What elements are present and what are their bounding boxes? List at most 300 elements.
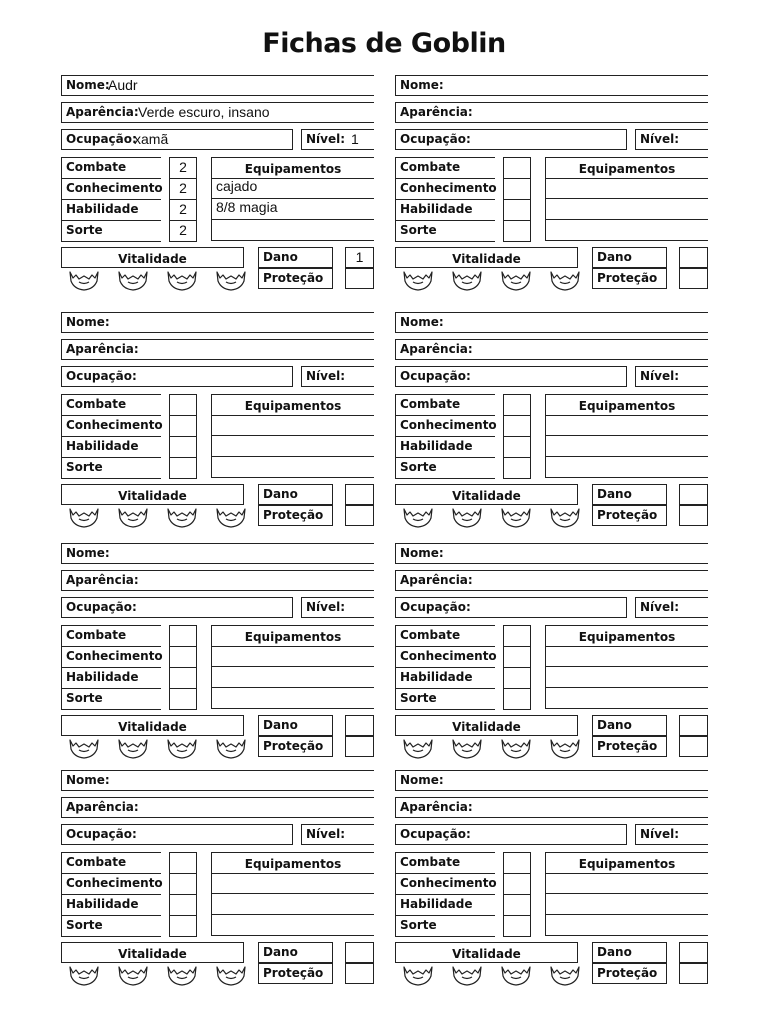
appearance-row[interactable] [395, 102, 708, 123]
damage-value-box[interactable] [679, 715, 708, 736]
goblin-beard-icon[interactable] [401, 964, 435, 986]
goblin-beard-icon[interactable] [548, 964, 582, 986]
field-label: Dano [263, 718, 298, 732]
field-label: Aparência: [400, 105, 473, 119]
equipment-line[interactable] [545, 415, 708, 436]
luck-value-box[interactable] [169, 457, 197, 479]
equipment-line[interactable] [211, 667, 374, 688]
field-label: Nível: [640, 132, 680, 146]
vitality-header [395, 942, 578, 963]
page-title: Fichas de Goblin [262, 28, 506, 59]
combat-value-box[interactable] [503, 394, 531, 416]
field-label: Nome: [400, 773, 444, 787]
field-label: Habilidade [400, 670, 473, 684]
protection-label-box [258, 963, 333, 984]
combat-value[interactable]: 2 [179, 159, 187, 175]
level-field[interactable] [635, 129, 708, 150]
equipment-line[interactable] [211, 873, 374, 894]
combat-value-box[interactable] [169, 394, 197, 416]
occupation-field[interactable] [395, 824, 627, 845]
field-label: Ocupação: [400, 132, 471, 146]
field-label: Dano [263, 250, 298, 264]
field-label: Nível: [306, 827, 346, 841]
damage-value-box[interactable] [679, 247, 708, 268]
combat-stat-label [395, 157, 495, 179]
protection-label-box [258, 736, 333, 757]
vitality-header [395, 247, 578, 268]
skill-stat-label [61, 667, 161, 689]
field-label: Combate [400, 855, 461, 869]
combat-stat-label [61, 394, 161, 416]
knowledge-value-box[interactable] [503, 415, 531, 437]
equipment-line[interactable] [545, 915, 708, 936]
field-label: Combate [66, 855, 127, 869]
level-field[interactable] [301, 366, 374, 387]
knowledge-stat-label [61, 415, 161, 437]
goblin-sheet [395, 75, 708, 303]
luck-value-box[interactable] [503, 457, 531, 479]
damage-label-box [258, 942, 333, 963]
equipment-line[interactable] [211, 415, 374, 436]
luck-value-box[interactable] [503, 220, 531, 242]
damage-label-box [258, 484, 333, 505]
skill-value-box[interactable] [169, 894, 197, 916]
protection-label-box [592, 963, 667, 984]
field-label: Sorte [400, 691, 437, 705]
equipment-line[interactable] [211, 915, 374, 936]
name-row[interactable] [61, 543, 374, 564]
skill-stat-label [395, 894, 495, 916]
equipment-line[interactable] [545, 178, 708, 199]
appearance-row[interactable] [61, 102, 374, 123]
field-label: Combate [66, 397, 127, 411]
goblin-beard-icon[interactable] [214, 737, 248, 759]
field-label: Sorte [400, 918, 437, 932]
field-label: Ocupação: [400, 600, 471, 614]
field-label: Combate [66, 160, 127, 174]
equipment-header [545, 852, 708, 874]
luck-stat-label [61, 457, 161, 479]
combat-value-box[interactable] [503, 625, 531, 647]
equipment-line[interactable] [545, 220, 708, 241]
level-field[interactable] [301, 129, 374, 150]
equipment-header [211, 394, 374, 416]
skill-value-box[interactable] [503, 199, 531, 221]
knowledge-stat-label [395, 873, 495, 895]
name-row[interactable] [61, 312, 374, 333]
name-value[interactable]: Audr [108, 77, 138, 93]
field-label: Habilidade [66, 897, 139, 911]
damage-label-box [592, 715, 667, 736]
field-label: Sorte [66, 918, 103, 932]
field-label: Proteção [597, 966, 658, 980]
protection-label-box [592, 736, 667, 757]
field-label: Nome: [66, 773, 110, 787]
equipment-line[interactable] [211, 178, 374, 199]
field-label: Habilidade [400, 897, 473, 911]
field-label: Habilidade [66, 670, 139, 684]
knowledge-value-box[interactable] [503, 873, 531, 895]
level-field[interactable] [635, 824, 708, 845]
occupation-value[interactable]: xamã [134, 131, 169, 147]
damage-value-box[interactable] [345, 942, 374, 963]
field-label: Aparência: [400, 573, 473, 587]
protection-value-box[interactable] [679, 268, 708, 289]
equipment-title: Equipamentos [578, 162, 676, 176]
goblin-beard-icon[interactable] [67, 737, 101, 759]
equipment-header [211, 625, 374, 647]
equipment-line[interactable] [545, 688, 708, 709]
goblin-beard-icon[interactable] [548, 737, 582, 759]
protection-label-box [592, 268, 667, 289]
occupation-field[interactable] [395, 129, 627, 150]
field-label: Conhecimento [400, 181, 497, 195]
damage-value-box[interactable] [345, 484, 374, 505]
goblin-beard-icon[interactable] [499, 269, 533, 291]
field-label: Habilidade [66, 439, 139, 453]
combat-stat-label [395, 625, 495, 647]
equipment-line[interactable] [545, 646, 708, 667]
vitality-title: Vitalidade [452, 489, 521, 503]
goblin-beard-icon[interactable] [165, 737, 199, 759]
protection-value-box[interactable] [345, 963, 374, 984]
goblin-beard-icon[interactable] [214, 269, 248, 291]
protection-value-box[interactable] [345, 268, 374, 289]
equipment-title: Equipamentos [244, 399, 342, 413]
goblin-sheet [61, 770, 374, 998]
damage-label-box [258, 247, 333, 268]
damage-value-box[interactable] [679, 484, 708, 505]
equipment-line[interactable] [211, 457, 374, 478]
protection-label-box [258, 505, 333, 526]
appearance-row[interactable] [61, 797, 374, 818]
field-label: Conhecimento [400, 876, 497, 890]
goblin-beard-icon[interactable] [214, 964, 248, 986]
field-label: Ocupação: [400, 369, 471, 383]
field-label: Dano [597, 250, 632, 264]
combat-stat-label [61, 852, 161, 874]
equipment-line[interactable] [545, 457, 708, 478]
vitality-title: Vitalidade [452, 252, 521, 266]
equipment-header [545, 157, 708, 179]
field-label: Aparência: [400, 342, 473, 356]
luck-value-box[interactable] [503, 688, 531, 710]
field-label: Combate [400, 397, 461, 411]
occupation-field[interactable] [395, 366, 627, 387]
goblin-sheet [61, 75, 374, 303]
protection-value-box[interactable] [345, 736, 374, 757]
field-label: Sorte [400, 460, 437, 474]
skill-value-box[interactable] [503, 894, 531, 916]
equipment-header [211, 852, 374, 874]
goblin-beard-icon[interactable] [499, 506, 533, 528]
equipment-line[interactable] [211, 436, 374, 457]
level-field[interactable] [635, 597, 708, 618]
field-label: Aparência: [66, 573, 139, 587]
skill-stat-label [61, 436, 161, 458]
goblin-beard-icon[interactable] [214, 506, 248, 528]
field-label: Proteção [263, 508, 324, 522]
combat-value-box[interactable] [503, 852, 531, 874]
equipment-line[interactable] [545, 873, 708, 894]
skill-stat-label [395, 436, 495, 458]
vitality-title: Vitalidade [452, 720, 521, 734]
vitality-header [395, 484, 578, 505]
goblin-sheet [61, 312, 374, 540]
equipment-line[interactable] [545, 894, 708, 915]
name-row[interactable] [395, 75, 708, 96]
level-field[interactable] [301, 824, 374, 845]
damage-label-box [592, 942, 667, 963]
equipment-line[interactable] [545, 436, 708, 457]
protection-label-box [258, 268, 333, 289]
appearance-row[interactable] [395, 570, 708, 591]
damage-label-box [592, 484, 667, 505]
damage-label-box [258, 715, 333, 736]
field-label: Conhecimento [400, 649, 497, 663]
luck-stat-label [61, 220, 161, 242]
goblin-sheet [395, 770, 708, 998]
knowledge-value-box[interactable] [169, 415, 197, 437]
occupation-field[interactable] [61, 366, 293, 387]
field-label: Proteção [597, 739, 658, 753]
field-label: Conhecimento [66, 418, 163, 432]
luck-stat-label [395, 915, 495, 937]
damage-value-box[interactable] [345, 715, 374, 736]
knowledge-value-box[interactable] [169, 873, 197, 895]
goblin-beard-icon[interactable] [401, 269, 435, 291]
field-label: Aparência: [400, 800, 473, 814]
field-label: Sorte [66, 460, 103, 474]
goblin-sheet [395, 312, 708, 540]
field-label: Combate [400, 160, 461, 174]
goblin-beard-icon[interactable] [450, 737, 484, 759]
knowledge-stat-label [61, 646, 161, 668]
equipment-item[interactable]: cajado [216, 178, 258, 194]
name-row[interactable] [61, 770, 374, 791]
luck-stat-label [61, 688, 161, 710]
occupation-field[interactable] [395, 597, 627, 618]
name-row[interactable] [395, 770, 708, 791]
goblin-beard-icon[interactable] [67, 964, 101, 986]
damage-label-box [592, 247, 667, 268]
appearance-row[interactable] [61, 339, 374, 360]
equipment-item[interactable]: 8/8 magia [216, 199, 278, 215]
field-label: Habilidade [400, 439, 473, 453]
luck-value-box[interactable] [169, 220, 197, 242]
goblin-beard-icon[interactable] [401, 737, 435, 759]
field-label: Aparência: [66, 800, 139, 814]
equipment-line[interactable] [211, 220, 374, 241]
field-label: Sorte [66, 691, 103, 705]
equipment-line[interactable] [211, 199, 374, 220]
field-label: Nível: [306, 369, 346, 383]
goblin-beard-icon[interactable] [165, 964, 199, 986]
field-label: Proteção [597, 508, 658, 522]
field-label: Habilidade [66, 202, 139, 216]
appearance-row[interactable] [61, 570, 374, 591]
skill-value-box[interactable] [169, 667, 197, 689]
field-label: Dano [597, 718, 632, 732]
vitality-header [61, 715, 244, 736]
vitality-title: Vitalidade [118, 252, 187, 266]
knowledge-value-box[interactable] [169, 178, 197, 200]
goblin-beard-icon[interactable] [499, 737, 533, 759]
goblin-beard-icon[interactable] [450, 269, 484, 291]
skill-value-box[interactable] [169, 199, 197, 221]
knowledge-value-box[interactable] [503, 646, 531, 668]
field-label: Ocupação: [400, 827, 471, 841]
field-label: Proteção [263, 271, 324, 285]
goblin-beard-icon[interactable] [401, 506, 435, 528]
appearance-row[interactable] [395, 339, 708, 360]
goblin-sheet [61, 543, 374, 771]
knowledge-stat-label [395, 646, 495, 668]
luck-value-box[interactable] [503, 915, 531, 937]
skill-stat-label [395, 199, 495, 221]
skill-value-box[interactable] [503, 667, 531, 689]
vitality-header [395, 715, 578, 736]
field-label: Dano [597, 487, 632, 501]
combat-value-box[interactable] [169, 852, 197, 874]
goblin-beard-icon[interactable] [450, 964, 484, 986]
knowledge-value[interactable]: 2 [179, 180, 187, 196]
vitality-header [61, 942, 244, 963]
goblin-beard-icon[interactable] [499, 964, 533, 986]
equipment-title: Equipamentos [578, 857, 676, 871]
knowledge-value-box[interactable] [169, 646, 197, 668]
knowledge-stat-label [395, 178, 495, 200]
equipment-title: Equipamentos [578, 399, 676, 413]
vitality-header [61, 484, 244, 505]
field-label: Conhecimento [400, 418, 497, 432]
name-row[interactable] [395, 543, 708, 564]
combat-stat-label [61, 157, 161, 179]
skill-stat-label [395, 667, 495, 689]
equipment-title: Equipamentos [244, 857, 342, 871]
vitality-title: Vitalidade [118, 720, 187, 734]
equipment-title: Equipamentos [244, 162, 342, 176]
field-label: Dano [597, 945, 632, 959]
level-value[interactable]: 1 [351, 131, 359, 147]
field-label: Nome: [400, 546, 444, 560]
goblin-beard-icon[interactable] [67, 506, 101, 528]
goblin-beard-icon[interactable] [116, 269, 150, 291]
goblin-beard-icon[interactable] [548, 506, 582, 528]
goblin-beard-icon[interactable] [116, 506, 150, 528]
occupation-field[interactable] [61, 597, 293, 618]
protection-value-box[interactable] [679, 963, 708, 984]
combat-value-box[interactable] [503, 157, 531, 179]
equipment-header [545, 625, 708, 647]
goblin-beard-icon[interactable] [116, 964, 150, 986]
luck-stat-label [61, 915, 161, 937]
field-label: Nível: [640, 827, 680, 841]
occupation-field[interactable] [61, 129, 293, 150]
luck-stat-label [395, 688, 495, 710]
combat-value-box[interactable] [169, 625, 197, 647]
vitality-title: Vitalidade [452, 947, 521, 961]
skill-value-box[interactable] [503, 436, 531, 458]
field-label: Ocupação: [66, 827, 137, 841]
damage-value[interactable]: 1 [355, 249, 364, 265]
field-label: Nome: [400, 315, 444, 329]
field-label: Ocupação: [66, 132, 137, 146]
level-field[interactable] [635, 366, 708, 387]
field-label: Nível: [640, 369, 680, 383]
field-label: Habilidade [400, 202, 473, 216]
field-label: Nível: [640, 600, 680, 614]
goblin-sheet [395, 543, 708, 771]
luck-value[interactable]: 2 [179, 222, 187, 238]
field-label: Nome: [400, 78, 444, 92]
equipment-header [545, 394, 708, 416]
knowledge-value-box[interactable] [503, 178, 531, 200]
field-label: Nível: [306, 600, 346, 614]
field-label: Conhecimento [66, 876, 163, 890]
goblin-beard-icon[interactable] [548, 269, 582, 291]
protection-value-box[interactable] [345, 505, 374, 526]
combat-stat-label [395, 394, 495, 416]
goblin-beard-icon[interactable] [67, 269, 101, 291]
luck-value-box[interactable] [169, 688, 197, 710]
equipment-line[interactable] [545, 199, 708, 220]
combat-stat-label [61, 625, 161, 647]
name-row[interactable] [61, 75, 374, 96]
field-label: Nome: [66, 546, 110, 560]
protection-value-box[interactable] [679, 505, 708, 526]
equipment-line[interactable] [211, 894, 374, 915]
field-label: Combate [66, 628, 127, 642]
goblin-beard-icon[interactable] [165, 506, 199, 528]
field-label: Ocupação: [66, 369, 137, 383]
protection-label-box [592, 505, 667, 526]
appearance-value[interactable]: Verde escuro, insano [138, 104, 270, 120]
luck-stat-label [395, 457, 495, 479]
skill-value[interactable]: 2 [179, 201, 187, 217]
field-label: Sorte [66, 223, 103, 237]
goblin-beard-icon[interactable] [116, 737, 150, 759]
skill-stat-label [61, 199, 161, 221]
field-label: Conhecimento [66, 649, 163, 663]
field-label: Nível: [306, 132, 346, 146]
equipment-line[interactable] [211, 688, 374, 709]
damage-value-box[interactable] [679, 942, 708, 963]
equipment-line[interactable] [545, 667, 708, 688]
level-field[interactable] [301, 597, 374, 618]
knowledge-stat-label [61, 178, 161, 200]
skill-value-box[interactable] [169, 436, 197, 458]
equipment-line[interactable] [211, 646, 374, 667]
vitality-title: Vitalidade [118, 947, 187, 961]
damage-value-box[interactable] [345, 247, 374, 268]
combat-stat-label [395, 852, 495, 874]
combat-value-box[interactable] [169, 157, 197, 179]
luck-value-box[interactable] [169, 915, 197, 937]
goblin-beard-icon[interactable] [165, 269, 199, 291]
knowledge-stat-label [61, 873, 161, 895]
appearance-row[interactable] [395, 797, 708, 818]
field-label: Combate [400, 628, 461, 642]
goblin-beard-icon[interactable] [450, 506, 484, 528]
vitality-title: Vitalidade [118, 489, 187, 503]
occupation-field[interactable] [61, 824, 293, 845]
field-label: Aparência: [66, 105, 139, 119]
protection-value-box[interactable] [679, 736, 708, 757]
field-label: Proteção [263, 966, 324, 980]
name-row[interactable] [395, 312, 708, 333]
luck-stat-label [395, 220, 495, 242]
